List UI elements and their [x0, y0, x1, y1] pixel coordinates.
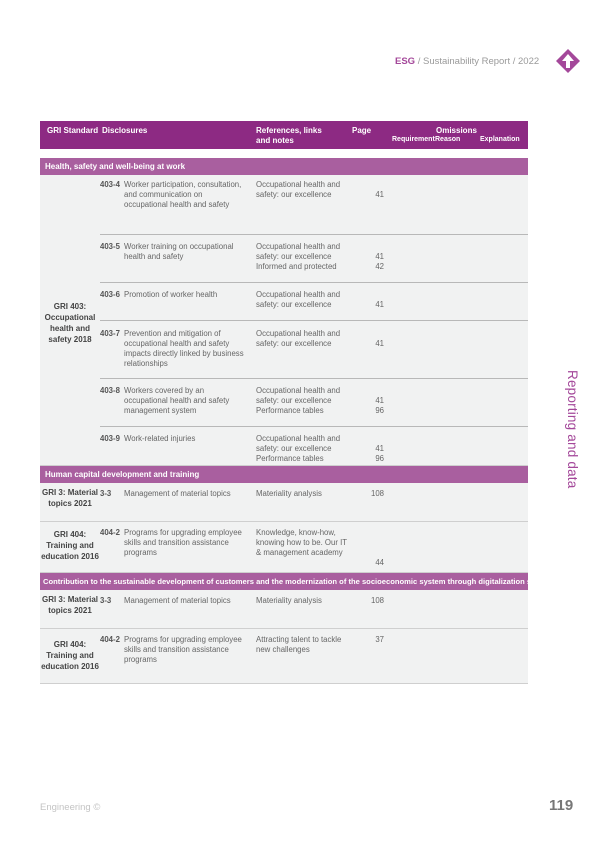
disclosure-code: 403-8 — [100, 386, 120, 395]
footer-company: Engineering © — [40, 802, 101, 813]
esg-label: ESG — [395, 56, 416, 67]
group-gri-404 — [40, 629, 528, 684]
row-divider — [100, 378, 528, 379]
disclosure-code: 3-3 — [100, 489, 112, 498]
col-explanation: Explanation — [480, 136, 520, 143]
section-human-capital: Human capital development and training — [40, 466, 528, 483]
disclosure-reference: Occupational health and safety: our excellence — [256, 329, 341, 348]
row-divider — [100, 426, 528, 427]
disclosure-page: 41 — [375, 300, 384, 309]
disclosure-code: 403-9 — [100, 434, 120, 443]
engineering-logo-icon — [555, 48, 581, 74]
col-reason: Reason — [435, 136, 461, 143]
page-number: 119 — [549, 797, 574, 814]
gri-standard-label: GRI 403: Occupational health and safety 2018 — [44, 302, 96, 344]
disclosure-description: Management of material topics — [124, 596, 231, 605]
gri-standard-label: GRI 3: Material topics 2021 — [41, 488, 98, 508]
disclosure-description: Workers covered by an occupational health and safety management system — [124, 386, 230, 415]
disclosure-description: Worker training on occupational health and safety — [124, 242, 234, 261]
col-requirement: Requirement — [392, 136, 435, 143]
col-gri-standard: GRI Standard — [47, 126, 99, 135]
disclosure-page: 108 — [370, 596, 384, 605]
disclosure-page: 41 — [375, 190, 384, 199]
disclosure-page: 41 — [375, 339, 384, 348]
disclosure-reference: Occupational health and safety: our excellence — [256, 180, 341, 199]
row-divider — [100, 320, 528, 321]
disclosure-reference: Occupational health and safety: our excellence — [256, 290, 341, 309]
gri-standard-label: GRI 3: Material topics 2021 — [41, 595, 98, 615]
disclosure-code: 403-5 — [100, 242, 120, 251]
group-gri-3 — [40, 483, 528, 522]
section-digitalization: Contribution to the sustainable development of customers and the modernization of the socioeconomic system through digitalization services — [40, 573, 528, 590]
table-header — [40, 121, 528, 149]
report-header — [395, 56, 539, 67]
disclosure-page: 41 96 — [375, 396, 384, 415]
disclosure-code: 403-6 — [100, 290, 120, 299]
disclosure-description: Worker participation, consultation, and communication on occupational health and safety — [124, 180, 242, 209]
section-health-safety: Health, safety and well-being at work — [40, 158, 528, 175]
disclosure-page: 41 96 — [375, 444, 384, 463]
col-disclosures: Disclosures — [102, 126, 148, 135]
disclosure-code: 404-2 — [100, 635, 120, 644]
gri-standard-label: GRI 404: Training and education 2016 — [41, 530, 99, 561]
col-page: Page — [352, 126, 372, 135]
disclosure-description: Work-related injuries — [124, 434, 196, 443]
disclosure-page: 41 42 — [375, 252, 384, 271]
gri-content-index-table — [40, 121, 558, 684]
disclosure-reference: Attracting talent to tackle new challenges — [256, 635, 342, 654]
group-gri-404 — [40, 522, 528, 573]
group-gri-403 — [40, 175, 528, 466]
report-title: / Sustainability Report / 2022 — [415, 56, 540, 67]
row-divider — [100, 234, 528, 235]
disclosure-page: 108 — [370, 489, 384, 498]
disclosure-code: 404-2 — [100, 528, 120, 537]
disclosure-code: 403-4 — [100, 180, 120, 189]
side-section-title: Reporting and data — [565, 370, 580, 489]
disclosure-reference: Materiality analysis — [256, 489, 322, 498]
disclosure-code: 3-3 — [100, 596, 112, 605]
disclosure-code: 403-7 — [100, 329, 120, 338]
disclosure-description: Prevention and mitigation of occupational health and safety impacts directly linked by business relationships — [124, 329, 244, 368]
gri-standard-label: GRI 404: Training and education 2016 — [41, 640, 99, 671]
col-references: References, links and notes — [256, 126, 322, 145]
disclosure-page: 44 — [375, 558, 384, 567]
row-divider — [100, 282, 528, 283]
disclosure-reference: Knowledge, know-how, knowing how to be. Our IT & management academy — [256, 528, 347, 557]
disclosure-reference: Materiality analysis — [256, 596, 322, 605]
group-gri-3 — [40, 590, 528, 629]
col-omissions: Omissions — [436, 126, 477, 135]
disclosure-description: Programs for upgrading employee skills and transition assistance programs — [124, 528, 242, 557]
disclosure-description: Management of material topics — [124, 489, 231, 498]
disclosure-page: 37 — [375, 635, 384, 644]
disclosure-reference: Occupational health and safety: our excellence Performance tables — [256, 434, 341, 463]
disclosure-description: Promotion of worker health — [124, 290, 218, 299]
disclosure-description: Programs for upgrading employee skills and transition assistance programs — [124, 635, 242, 664]
disclosure-reference: Occupational health and safety: our excellence Performance tables — [256, 386, 341, 415]
disclosure-reference: Occupational health and safety: our excellence Informed and protected — [256, 242, 341, 271]
